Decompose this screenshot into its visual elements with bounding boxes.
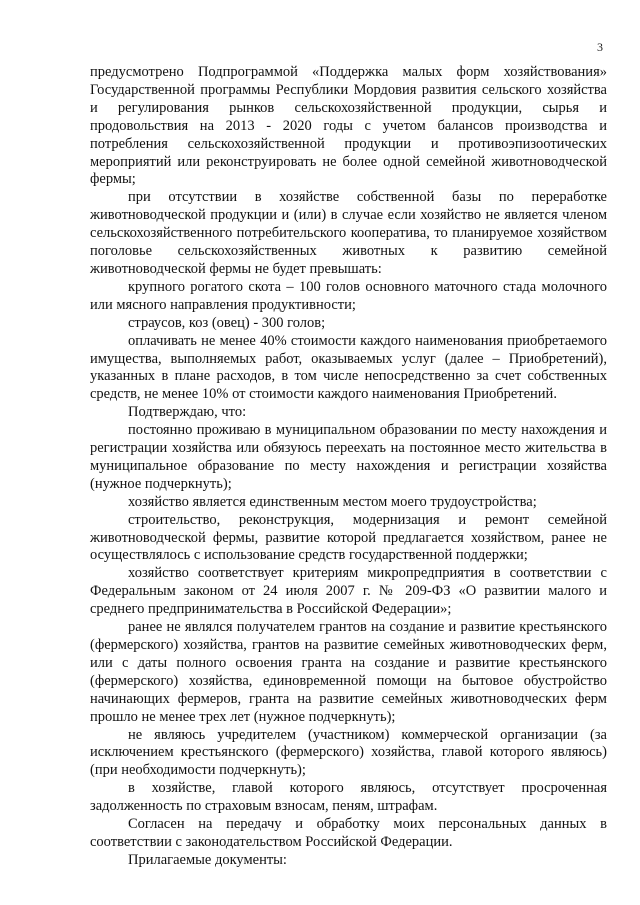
paragraph-confirm-heading: Подтверждаю, что: (128, 404, 247, 421)
paragraph-residence: постоянно проживаю в муниципальном образовании по месту нахождения и регистрации хозяйства или обязуюсь переехать на постоянное место жительства в муниципальное образование по месту нахождения и регистрации хозяйства (нужное подчеркнуть); (90, 422, 607, 492)
paragraph-founder: не являюсь учредителем (участником) коммерческой организации (за исключением крестьянского (фермерского) хозяйства, главой которого являюсь) (при необходимости подчеркнуть); (90, 726, 607, 779)
paragraph-attached-documents: Прилагаемые документы: (128, 851, 287, 868)
document-body (90, 64, 607, 870)
paragraph-construction: строительство, реконструкция, модернизация и ремонт семейной животноводческой фермы, развитие которой предлагается хозяйством, ранее не осуществлялось с использование средств государственной поддержки; (90, 511, 607, 564)
paragraph-payment: оплачивать не менее 40% стоимости каждого наименования приобретаемого имущества, выполняемых работ, оказываемых услуг (далее – Приобретений), указанных в плане расходов, в том числе непосредственно за счет собственных средств, не менее 10% от стоимости каждого наименования Приобретений. (90, 332, 607, 403)
paragraph-cattle: крупного рогатого скота – 100 голов основного маточного стада молочного или мясного направления продуктивности; (90, 278, 607, 313)
paragraph-consent: Согласен на передачу и обработку моих персональных данных в соответствии с законодательством Российской Федерации. (90, 816, 607, 850)
paragraph-subprogram: предусмотрено Подпрограммой «Поддержка малых форм хозяйствования» Государственной программы Республики Мордовия развития сельского хозяйства и регулирования рынков сельскохозяйственной продукции, сырья и продовольствия на 2013 - 2020 годы с учетом балансов производства и потребления сельскохозяйственной продукции и противоэпизоотических мероприятий или реконструировать не более одной семейной животноводческой фермы; (90, 64, 607, 188)
paragraph-livestock-limit: при отсутствии в хозяйстве собственной базы по переработке животноводческой продукции и (или) в случае если хозяйство не является членом сельскохозяйственного потребительского кооператива, то планируемое хозяйством поголовье сельскохозяйственных животных к развитию семейной животноводческой фермы не будет превышать: (90, 189, 607, 277)
page-number: 3 (597, 40, 603, 54)
paragraph-debts: в хозяйстве, главой которого являюсь, отсутствует просроченная задолженность по страховым взносам, пеням, штрафам. (90, 780, 607, 815)
paragraph-ostriches: страусов, коз (овец) - 300 голов; (128, 314, 326, 331)
paragraph-employment: хозяйство является единственным местом моего трудоустройства; (128, 493, 537, 510)
paragraph-micro-enterprise: хозяйство соответствует критериям микропредприятия в соответствии с Федеральным законом от 24 июля 2007 г. № 209-ФЗ «О развитии малого и среднего предпринимательства в Российской Федерации»; (90, 565, 607, 618)
paragraph-grants: ранее не являлся получателем грантов на создание и развитие крестьянского (фермерского) хозяйства, грантов на развитие семейных животноводческих ферм, или с даты полного освоения гранта на создание и развитие крестьянского (фермерского) хозяйства, единовременной помощи на бытовое обустройство начинающих фермеров, гранта на развитие семейных животноводческих ферм прошло не менее трех лет (нужное подчеркнуть); (90, 619, 607, 725)
